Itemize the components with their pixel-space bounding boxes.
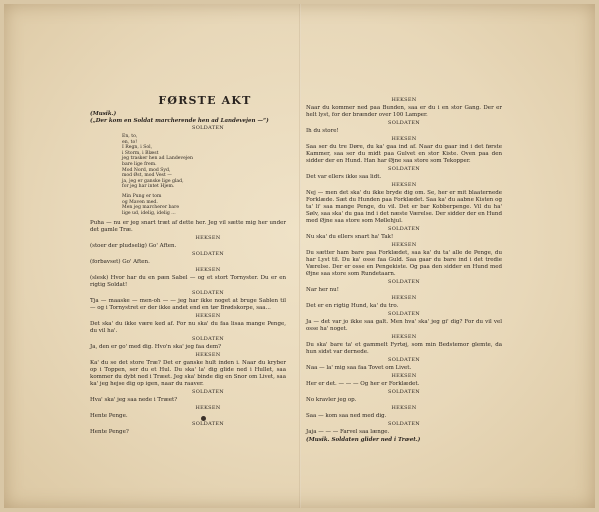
speaker-label: SOLDATEN <box>388 357 420 363</box>
dialogue-line: Ja, den er go' med dig. Hvo'n ska' jeg faa dem? <box>90 344 222 351</box>
dialogue-line: Det var ellers ikke saa lidt. <box>306 174 382 180</box>
speaker-label: HEKSEN <box>195 405 221 412</box>
speaker-label: HEKSEN <box>391 97 417 103</box>
speaker-label: SOLDATEN <box>192 336 224 343</box>
dialogue-line: Hva' ska' jeg saa nede i Træet? <box>90 397 178 404</box>
song-line: en, to! <box>122 139 138 145</box>
song-verse <box>90 134 286 216</box>
song-line: Men jeg marcherer bare <box>122 205 180 211</box>
dialogue-line: Naar du kommer ned paa Bunden, saa er du i en stor Gang. Der er helt lyst, for der brænder over 100 Lamper. <box>306 105 502 118</box>
speaker-label: HEKSEN <box>391 295 417 301</box>
right-column <box>306 97 502 444</box>
speaker-label: SOLDATEN <box>388 120 420 126</box>
speaker-label: HEKSEN <box>195 313 221 320</box>
speaker-label: SOLDATEN <box>388 421 420 427</box>
speaker-label: HEKSEN <box>391 182 417 188</box>
speaker-label: SOLDATEN <box>388 279 420 285</box>
act-title: FØRSTE AKT <box>158 94 252 107</box>
stage-direction: („Der kom en Soldat marcherende hen ad Landevejen —“) <box>90 118 269 124</box>
speaker-label: HEKSEN <box>391 242 417 248</box>
dialogue-line: Saa ser du tre Døre, du ka' gaa ind af. Naar du gaar ind i det første Kammer, saa ser du midt paa Gulvet en stor Kiste. Oven paa den sidder der en Hund. Han har Øjne saa store som Tekopper. <box>306 144 502 164</box>
speaker-label: SOLDATEN <box>388 311 420 317</box>
stage-direction: (Musik.) <box>90 111 117 117</box>
dialogue-line: (slesk) Hvor har du en pæn Sabel — og et stort Tornyster. Du er en rigtig Soldat! <box>90 275 286 289</box>
dialogue-line: Nar her nu! <box>306 287 339 293</box>
song-line: En, to, <box>122 134 138 139</box>
song-line: og Maven med. <box>122 199 158 205</box>
speaker-label: SOLDATEN <box>388 166 420 172</box>
dialogue-line: Hente Penge. <box>90 413 128 420</box>
dialogue-line: Hente Penge? <box>90 429 129 436</box>
song-line: i Storm, i Blæst <box>122 150 159 156</box>
song-line: Mod Nord, mod Syd, <box>122 167 171 173</box>
song-line: ja, jeg er ganske lige glad, <box>122 178 184 184</box>
dialogue-line: Nej — men det ska' du ikke bryde dig om. Se, her er mit blaaternede Forklæde. Sæt du Hunden paa Forklædet. Saa ka' du aabne Kisten og ta' li' saa mange Penge, du vil. Det er bar Kobberpenge. Vil du ha' Sølv, saa ska' du gaa ind i det næste Værelse. Der sidder der en Hund med Øjne saa store som Møllehjul. <box>306 190 502 224</box>
dialogue-line: Saa — kom saa ned med dig. <box>306 413 387 419</box>
song-line: for jeg har intet Hjem. <box>122 184 175 190</box>
song-line: lige ud, idelig, idelig ... <box>122 210 176 216</box>
dialogue-line: Du ska' bare ta' et gammelt Fyrtøj, som min Bedstemor glemte, da hun sidst var dernede. <box>306 342 502 355</box>
song-line: Min Pung er tom <box>122 193 162 199</box>
dialogue-line: Ja — det var jo ikke saa galt. Men hva' ska' jeg gi' dig? For du vil vel osse ha' noget. <box>306 319 502 332</box>
dialogue-line: Du sætter ham bare paa Forklædet, saa ka' du ta' alle de Penge, du har Lyst til. Du ka' osse faa Guld. Saa gaar du bare ind i det tredie Værelse. Der er osse en Pengekiste. Og paa den sidder en Hund med Øjne saa store som Rundetaarn. <box>306 250 502 277</box>
song-line: I Regn, i Sol, <box>122 145 153 151</box>
speaker-label: HEKSEN <box>391 334 417 340</box>
speaker-label: SOLDATEN <box>192 389 224 396</box>
speaker-label: HEKSEN <box>391 373 417 379</box>
speaker-label: SOLDATEN <box>388 226 420 232</box>
dialogue-line: Det ska' du ikke være ked af. For nu ska' du faa lisaa mange Penge, du vil ha'. <box>90 321 286 335</box>
song-line: bare lige frem. <box>122 161 157 167</box>
dialogue-line: Ka' du se det store Træ? Det er ganske hult inden i. Naar du kryber op i Toppen, ser du et Hul. Du ska' la' dig glide ned i Hullet, saa kommer du dybt ned i Træet. Jeg ska' binde dig en Snor om Livet, saa ka' jeg hejse dig op igen, naar du raaver. <box>90 360 286 388</box>
dialogue-line: Tja — maaske — men-oh — — jeg har ikke noget at bruge Sablen til — og i Tornystret er der ikke andet end en tør Brødskorpe, saa... <box>90 298 286 312</box>
dialogue-line: Jaja — — — Farvel saa længe. <box>306 429 390 435</box>
speaker-label: HEKSEN <box>195 235 221 242</box>
song-line: mod Øst, mod Vest — <box>122 173 172 179</box>
ink-spot <box>201 416 206 421</box>
left-column <box>90 94 286 437</box>
speaker-label: SOLDATEN <box>192 251 224 258</box>
speaker-label: SOLDATEN <box>192 421 224 428</box>
dialogue-line: Det er en rigtig Hund, ka' du tro. <box>306 303 399 309</box>
dialogue-line: No kravler jeg op. <box>306 397 357 403</box>
speaker-label: HEKSEN <box>391 136 417 142</box>
song-line: jeg trasker hen ad Landevejen <box>122 156 193 162</box>
speaker-label: SOLDATEN <box>192 290 224 297</box>
dialogue-line: (forbavset) Go' Aften. <box>90 259 150 266</box>
center-fold <box>299 4 301 508</box>
speaker-label: SOLDATEN <box>192 125 224 131</box>
speaker-label: HEKSEN <box>391 405 417 411</box>
stage-direction: (Musik. Soldaten glider ned i Træet.) <box>306 437 421 443</box>
dialogue-line: Naa — la' mig saa faa Tovet om Livet. <box>306 365 412 371</box>
dialogue-line: (stoer der pludselig) Go' Aften. <box>90 243 177 250</box>
speaker-label: SOLDATEN <box>388 389 420 395</box>
dialogue-line: Her er det. — — — Og her er Forklædet. <box>306 381 420 387</box>
dialogue-line: Puha — nu er jeg snart træt af dette her. Jeg vil sætte mig her under det gamle Træ. <box>90 220 286 234</box>
speaker-label: HEKSEN <box>195 267 221 274</box>
speaker-label: HEKSEN <box>195 352 221 359</box>
dialogue-line: Ih du store! <box>306 128 339 134</box>
dialogue-line: Nu ska' du ellers snart ha' Tak! <box>306 234 394 240</box>
